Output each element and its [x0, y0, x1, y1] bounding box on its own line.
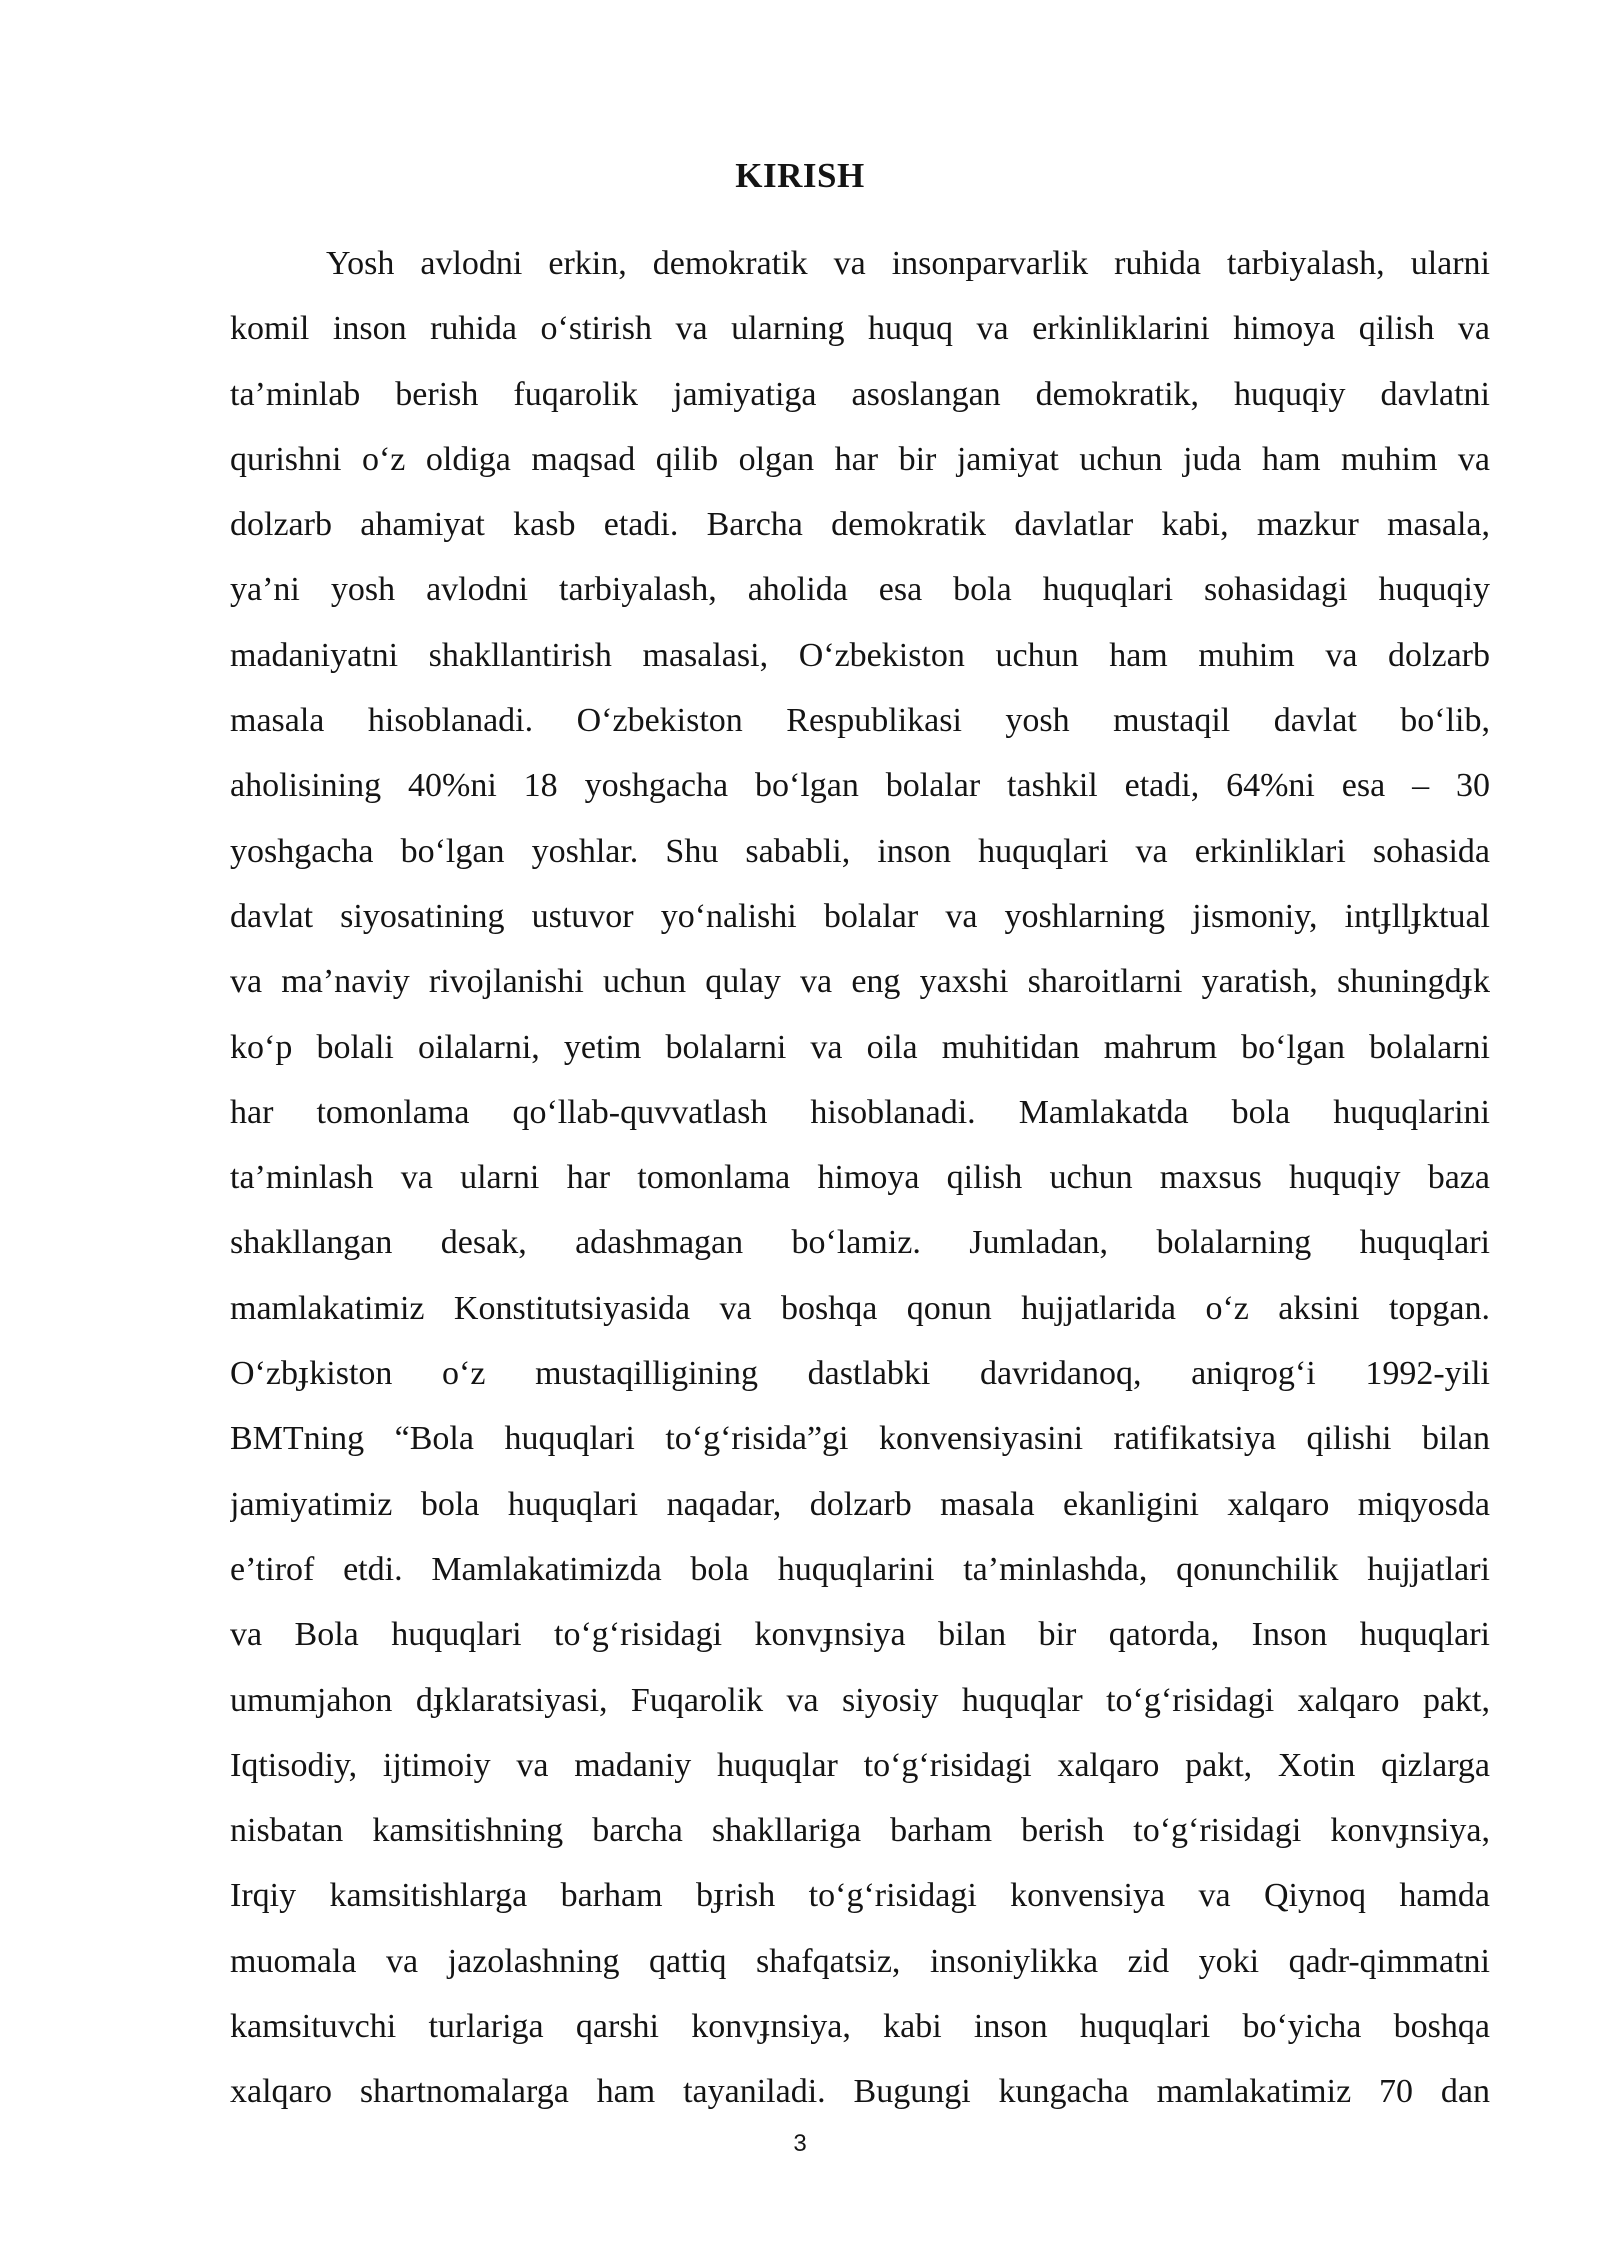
body-paragraph — [230, 231, 1490, 2125]
paragraph-line: Irqiy kamsitishlarga barham bɟrish to‘g‘risidagi konvensiya va Qiynoq hamda — [230, 1877, 1490, 1915]
paragraph-line: va ma’naviy rivojlanishi uchun qulay va eng yaxshi sharoitlarni yaratish, shuningdɟk — [230, 963, 1490, 1001]
paragraph-line: ya’ni yosh avlodni tarbiyalash, aholida esa bola huquqlari sohasidagi huquqiy — [230, 571, 1490, 609]
paragraph-line: va Bola huquqlari to‘g‘risidagi konvɟnsiya bilan bir qatorda, Inson huquqlari — [230, 1616, 1490, 1654]
paragraph-line: muomala va jazolashning qattiq shafqatsiz, insoniylikka zid yoki qadr-qimmatni — [230, 1942, 1490, 1980]
paragraph-line: mamlakatimiz Konstitutsiyasida va boshqa qonun hujjatlarida o‘z aksini topgan. — [230, 1289, 1490, 1327]
paragraph-line: ta’minlash va ularni har tomonlama himoya qilish uchun maxsus huquqiy baza — [230, 1159, 1490, 1197]
paragraph-line: yoshgacha bo‘lgan yoshlar. Shu sababli, inson huquqlari va erkinliklari sohasida — [230, 832, 1490, 870]
paragraph-line: kamsituvchi turlariga qarshi konvɟnsiya, kabi inson huquqlari bo‘yicha boshqa — [230, 2008, 1490, 2046]
paragraph-line: O‘zbɟkiston o‘z mustaqilligining dastlabki davridanoq, aniqrog‘i 1992-yili — [230, 1355, 1490, 1393]
paragraph-line: ta’minlab berish fuqarolik jamiyatiga asoslangan demokratik, huquqiy davlatni — [230, 375, 1490, 413]
paragraph-line: e’tirof etdi. Mamlakatimizda bola huquqlarini ta’minlashda, qonunchilik hujjatlari — [230, 1550, 1490, 1588]
paragraph-line: xalqaro shartnomalarga ham tayaniladi. Bugungi kungacha mamlakatimiz 70 dan — [230, 2073, 1490, 2111]
paragraph-line: davlat siyosatining ustuvor yo‘nalishi bolalar va yoshlarning jismoniy, intɟllɟktual — [230, 897, 1490, 935]
paragraph-line: ko‘p bolali oilalarni, yetim bolalarni va oila muhitidan mahrum bo‘lgan bolalarni — [230, 1028, 1490, 1066]
paragraph-line: Yosh avlodni erkin, demokratik va insonparvarlik ruhida tarbiyalash, ularni — [326, 245, 1490, 282]
section-heading: KIRISH — [735, 156, 865, 195]
paragraph-line: dolzarb ahamiyat kasb etadi. Barcha demokratik davlatlar kabi, mazkur masala, — [230, 506, 1490, 544]
paragraph-line: nisbatan kamsitishning barcha shakllariga barham berish to‘g‘risidagi konvɟnsiya, — [230, 1812, 1490, 1850]
paragraph-line: masala hisoblanadi. O‘zbekiston Respublikasi yosh mustaqil davlat bo‘lib, — [230, 702, 1490, 740]
paragraph-line: qurishni o‘z oldiga maqsad qilib olgan har bir jamiyat uchun juda ham muhim va — [230, 440, 1490, 478]
page-number: 3 — [793, 2130, 807, 2157]
paragraph-line: komil inson ruhida o‘stirish va ularning huquq va erkinliklarini himoya qilish va — [230, 310, 1490, 348]
paragraph-line: har tomonlama qo‘llab-quvvatlash hisoblanadi. Mamlakatda bola huquqlarini — [230, 1093, 1490, 1131]
paragraph-line: Iqtisodiy, ijtimoiy va madaniy huquqlar to‘g‘risidagi xalqaro pakt, Xotin qizlarga — [230, 1746, 1490, 1784]
paragraph-line: aholisining 40%ni 18 yoshgacha bo‘lgan bolalar tashkil etadi, 64%ni esa – 30 — [230, 767, 1490, 805]
paragraph-line: madaniyatni shakllantirish masalasi, O‘zbekiston uchun ham muhim va dolzarb — [230, 636, 1490, 674]
paragraph-line: umumjahon dɟklaratsiyasi, Fuqarolik va siyosiy huquqlar to‘g‘risidagi xalqaro pakt, — [230, 1681, 1490, 1719]
paragraph-line: jamiyatimiz bola huquqlari naqadar, dolzarb masala ekanligini xalqaro miqyosda — [230, 1485, 1490, 1523]
paragraph-line: shakllangan desak, adashmagan bo‘lamiz. Jumladan, bolalarning huquqlari — [230, 1224, 1490, 1262]
paragraph-line: BMTning “Bola huquqlari to‘g‘risida”gi konvensiyasini ratifikatsiya qilishi bilan — [230, 1420, 1490, 1458]
